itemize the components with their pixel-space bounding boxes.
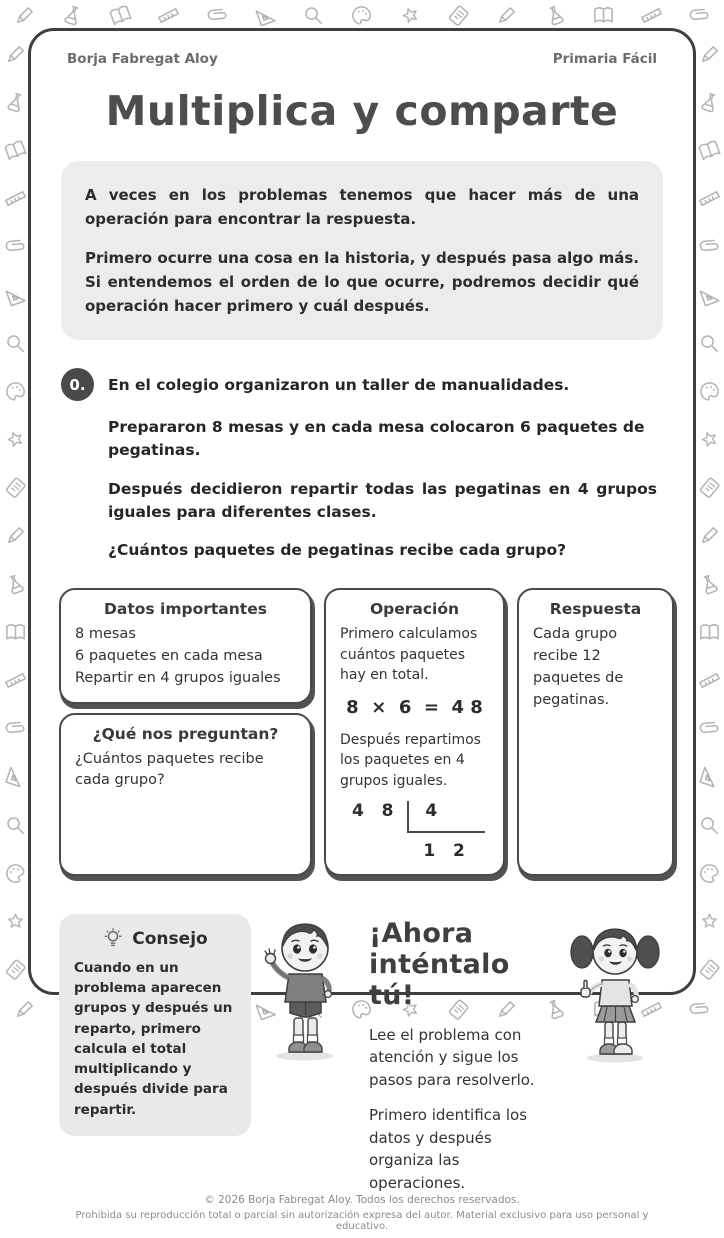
- flask-doodle-icon: [540, 0, 569, 29]
- star-doodle-icon: [698, 910, 721, 933]
- doodle-border-left: [0, 30, 30, 994]
- book-doodle-icon: [592, 4, 615, 27]
- try-it-paragraph-1: Lee el problema con atención y sigue los pasos para resolverlo.: [369, 1025, 535, 1089]
- operacion-step-2: Después repartimos los paquetes en 4 grupos iguales.: [340, 732, 481, 789]
- author-name: Borja Fabregat Aloy: [67, 51, 218, 67]
- bottom-section: [59, 914, 665, 1195]
- flask-doodle-icon: [0, 569, 29, 598]
- pencil-doodle-icon: [698, 524, 721, 547]
- doodle-border-top: [0, 0, 724, 30]
- notebook-doodle-icon: [442, 0, 474, 31]
- flask-doodle-icon: [1, 88, 30, 117]
- try-it-title: ¡Ahora inténtalo tú!: [369, 917, 510, 1011]
- boy-character-illustration: [259, 914, 351, 1062]
- tip-text: Cuando en un problema aparecen grupos y después un reparto, primero calcula el total multiplicando y después divide para repartir.: [74, 959, 233, 1118]
- palette-doodle-icon: [695, 377, 724, 406]
- star-doodle-icon: [694, 425, 723, 454]
- problem-question: ¿Cuántos paquetes de pegatinas recibe cada grupo?: [108, 541, 567, 559]
- legal-line: Prohibida su reproducción total o parcial sin autorización expresa del autor. Material exclusivo para uso personal y educativo.: [75, 1210, 649, 1233]
- notebook-doodle-icon: [693, 472, 724, 504]
- copyright-line: © 2026 Borja Fabregat Aloy. Todos los derechos reservados.: [204, 1194, 520, 1207]
- ruler-doodle-icon: [695, 184, 724, 213]
- pencil-doodle-icon: [698, 43, 721, 66]
- flask-doodle-icon: [695, 88, 724, 117]
- solution-cards: [59, 588, 665, 876]
- try-it-paragraph-2: Primero identifica los datos y después organiza las operaciones.: [369, 1106, 528, 1192]
- pregunta-text: ¿Cuántos paquetes recibe cada grupo?: [75, 750, 264, 789]
- ruler-doodle-icon: [154, 1, 183, 30]
- dato-line-2: 6 paquetes en cada mesa: [75, 648, 263, 664]
- tip-title: Consejo: [132, 928, 208, 949]
- respuesta-text: Cada grupo recibe 12 paquetes de pegatinas.: [533, 626, 624, 708]
- paperclip-doodle-icon: [693, 713, 724, 745]
- paperclip-doodle-icon: [684, 993, 716, 1025]
- intro-box: [61, 161, 663, 340]
- star-doodle-icon: [4, 910, 27, 933]
- setsquare-doodle-icon: [251, 0, 280, 29]
- card-datos-title: Datos importantes: [104, 600, 267, 619]
- magnifier-doodle-icon: [698, 814, 721, 837]
- pencil-doodle-icon: [495, 4, 518, 27]
- page-header: [31, 51, 693, 67]
- book-doodle-icon: [4, 621, 27, 644]
- worksheet-page: [28, 28, 696, 1233]
- magnifier-doodle-icon: [4, 814, 27, 837]
- page-footer: [31, 1194, 693, 1238]
- division-dividend: 4 8: [352, 801, 394, 822]
- dato-line-1: 8 mesas: [75, 626, 136, 643]
- paperclip-doodle-icon: [0, 231, 31, 263]
- division-divisor: 4: [407, 801, 485, 833]
- card-datos-importantes: [59, 588, 312, 703]
- pencil-doodle-icon: [13, 998, 36, 1021]
- intro-paragraph-2: Primero ocurre una cosa en la historia, y después pasa algo más. Si entendemos el orden de lo que ocurre, podremos decidir qué operación hacer primero y cuál después.: [85, 249, 639, 315]
- palette-doodle-icon: [347, 1, 376, 30]
- operacion-step-1: Primero calculamos cuántos paquetes hay en total.: [340, 626, 478, 683]
- ruler-doodle-icon: [1, 184, 30, 213]
- magnifier-doodle-icon: [4, 332, 27, 355]
- tip-box: [59, 914, 251, 1136]
- notebook-doodle-icon: [0, 953, 31, 985]
- problem-line-1: En el colegio organizaron un taller de manualidades.: [108, 375, 570, 394]
- try-it-block: [359, 914, 557, 1195]
- card-operacion-title: Operación: [369, 600, 460, 619]
- paperclip-doodle-icon: [684, 0, 716, 31]
- palette-doodle-icon: [694, 859, 723, 888]
- card-respuesta-title: Respuesta: [549, 600, 642, 619]
- worksheet-title: Multiplica y comparte: [105, 87, 619, 135]
- star-doodle-icon: [0, 425, 29, 454]
- book-doodle-icon: [698, 621, 721, 644]
- book-doodle-icon: [694, 136, 723, 165]
- paperclip-doodle-icon: [201, 0, 233, 31]
- setsquare-doodle-icon: [0, 280, 29, 309]
- ruler-doodle-icon: [695, 666, 724, 695]
- flask-doodle-icon: [694, 569, 723, 598]
- dato-line-3: Repartir en 4 grupos iguales: [75, 669, 281, 686]
- problem-statement: [61, 368, 657, 562]
- intro-paragraph-1: A veces en los problemas tenemos que hacer más de una operación para encontrar la respuesta.: [85, 186, 639, 228]
- girl-character-illustration: [565, 914, 665, 1064]
- brand-name: Primaria Fácil: [552, 51, 657, 67]
- palette-doodle-icon: [0, 859, 29, 888]
- flask-doodle-icon: [58, 1, 87, 30]
- book-doodle-icon: [106, 0, 135, 29]
- ruler-doodle-icon: [637, 1, 666, 30]
- paperclip-doodle-icon: [0, 713, 31, 745]
- card-pregunta-title: ¿Qué nos preguntan?: [92, 724, 279, 743]
- card-operacion: [324, 588, 505, 876]
- notebook-doodle-icon: [0, 472, 31, 504]
- magnifier-doodle-icon: [302, 4, 325, 27]
- card-respuesta: [517, 588, 674, 876]
- magnifier-doodle-icon: [698, 332, 721, 355]
- doodle-border-right: [694, 30, 724, 994]
- palette-doodle-icon: [1, 377, 30, 406]
- pencil-doodle-icon: [4, 524, 27, 547]
- setsquare-doodle-icon: [694, 280, 723, 309]
- multiplication-equation: 8 × 6 = 4 8: [346, 697, 483, 719]
- lightbulb-icon: [102, 928, 124, 950]
- pencil-doodle-icon: [4, 43, 27, 66]
- book-doodle-icon: [0, 136, 29, 165]
- division-diagram: [348, 801, 489, 862]
- ruler-doodle-icon: [1, 666, 30, 695]
- problem-number-badge: 0.: [61, 368, 94, 401]
- setsquare-doodle-icon: [1, 762, 30, 791]
- problem-line-2: Prepararon 8 mesas y en cada mesa colocaron 6 paquetes de pegatinas.: [108, 418, 645, 460]
- star-doodle-icon: [396, 0, 425, 29]
- problem-line-3: Después decidieron repartir todas las pegatinas en 4 grupos iguales para diferentes clases.: [108, 479, 657, 521]
- pencil-doodle-icon: [13, 4, 36, 27]
- division-quotient: 1 2: [423, 841, 465, 862]
- setsquare-doodle-icon: [695, 762, 724, 791]
- paperclip-doodle-icon: [693, 231, 724, 263]
- notebook-doodle-icon: [693, 953, 724, 985]
- card-que-nos-preguntan: [59, 713, 312, 876]
